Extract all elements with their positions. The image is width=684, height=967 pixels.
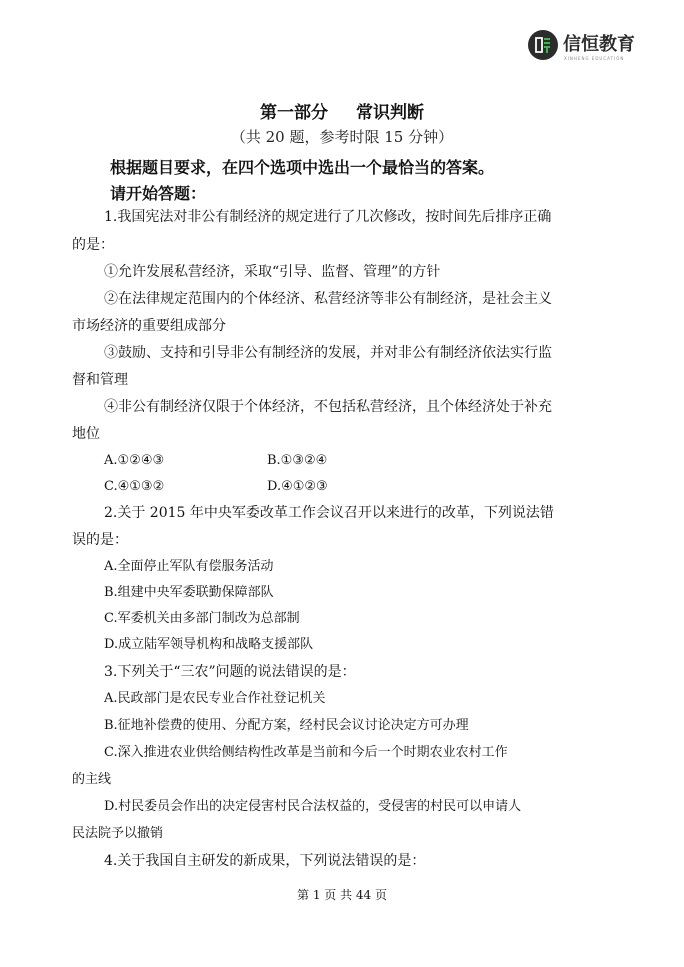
q1-statement-4-line-1: ④非公有制经济仅限于个体经济，不包括私营经济，且个体经济处于补充 [104, 399, 552, 415]
section-subtitle: （共 20 题，参考时限 15 分钟） [230, 128, 454, 146]
q1-option-d[interactable]: D.④①②③ [267, 479, 328, 494]
page-footer: 第 1 页 共 44 页 [297, 888, 387, 902]
q3-option-d-line-1[interactable]: D.村民委员会作出的决定侵害村民合法权益的，受侵害的村民可以申请人 [104, 799, 522, 814]
q2-option-a[interactable]: A.全面停止军队有偿服务活动 [104, 559, 274, 574]
q1-stem-line-2: 的是： [72, 237, 114, 253]
q1-statement-1: ①允许发展私营经济，采取“引导、监督、管理”的方针 [104, 264, 441, 280]
q3-option-d-line-2[interactable]: 民法院予以撤销 [72, 826, 164, 841]
logo-name: 信恒教育 [563, 34, 635, 55]
q1-option-b[interactable]: B.①③②④ [267, 453, 328, 468]
q3-stem: 3.下列关于“三农”问题的说法错误的是： [104, 664, 356, 680]
q3-option-b[interactable]: B.征地补偿费的使用、分配方案，经村民会议讨论决定方可办理 [104, 718, 469, 733]
q3-option-c-line-2[interactable]: 的主线 [72, 772, 112, 787]
instruction-line-2: 请开始答题： [110, 184, 207, 203]
q2-stem-line-1: 2.关于 2015 年中央军委改革工作会议召开以来进行的改革，下列说法错 [104, 505, 554, 521]
brand-logo [528, 30, 635, 60]
part-label: 第一部分 [260, 103, 328, 123]
q2-option-d[interactable]: D.成立陆军领导机构和战略支援部队 [104, 637, 314, 652]
q3-option-c-line-1[interactable]: C.深入推进农业供给侧结构性改革是当前和今后一个时期农业农村工作 [104, 745, 508, 760]
q1-statement-2-line-1: ②在法律规定范围内的个体经济、私营经济等非公有制经济，是社会主义 [104, 291, 552, 307]
q1-option-a[interactable]: A.①②④③ [104, 453, 165, 468]
q1-statement-2-line-2: 市场经济的重要组成部分 [72, 318, 226, 334]
q4-stem: 4.关于我国自主研发的新成果，下列说法错误的是： [104, 853, 426, 869]
q3-option-a[interactable]: A.民政部门是农民专业合作社登记机关 [104, 691, 326, 706]
q1-stem-line-1: 1.我国宪法对非公有制经济的规定进行了几次修改，按时间先后排序正确 [104, 209, 552, 225]
q2-stem-line-2: 误的是： [72, 532, 128, 548]
instruction-line-1: 根据题目要求，在四个选项中选出一个最恰当的答案。 [110, 158, 495, 177]
q1-option-c[interactable]: C.④①③② [104, 479, 165, 494]
logo-tagline: XINHENG EDUCATION [564, 56, 625, 61]
section-label: 常识判断 [356, 103, 424, 123]
q2-option-c[interactable]: C.军委机关由多部门制改为总部制 [104, 611, 300, 626]
q2-option-b[interactable]: B.组建中央军委联勤保障部队 [104, 585, 274, 600]
logo-badge-icon [528, 30, 558, 60]
q1-statement-3-line-1: ③鼓励、支持和引导非公有制经济的发展，并对非公有制经济依法实行监 [104, 345, 552, 361]
q1-statement-3-line-2: 督和管理 [72, 372, 128, 388]
section-title [0, 98, 684, 123]
q1-statement-4-line-2: 地位 [72, 426, 100, 442]
